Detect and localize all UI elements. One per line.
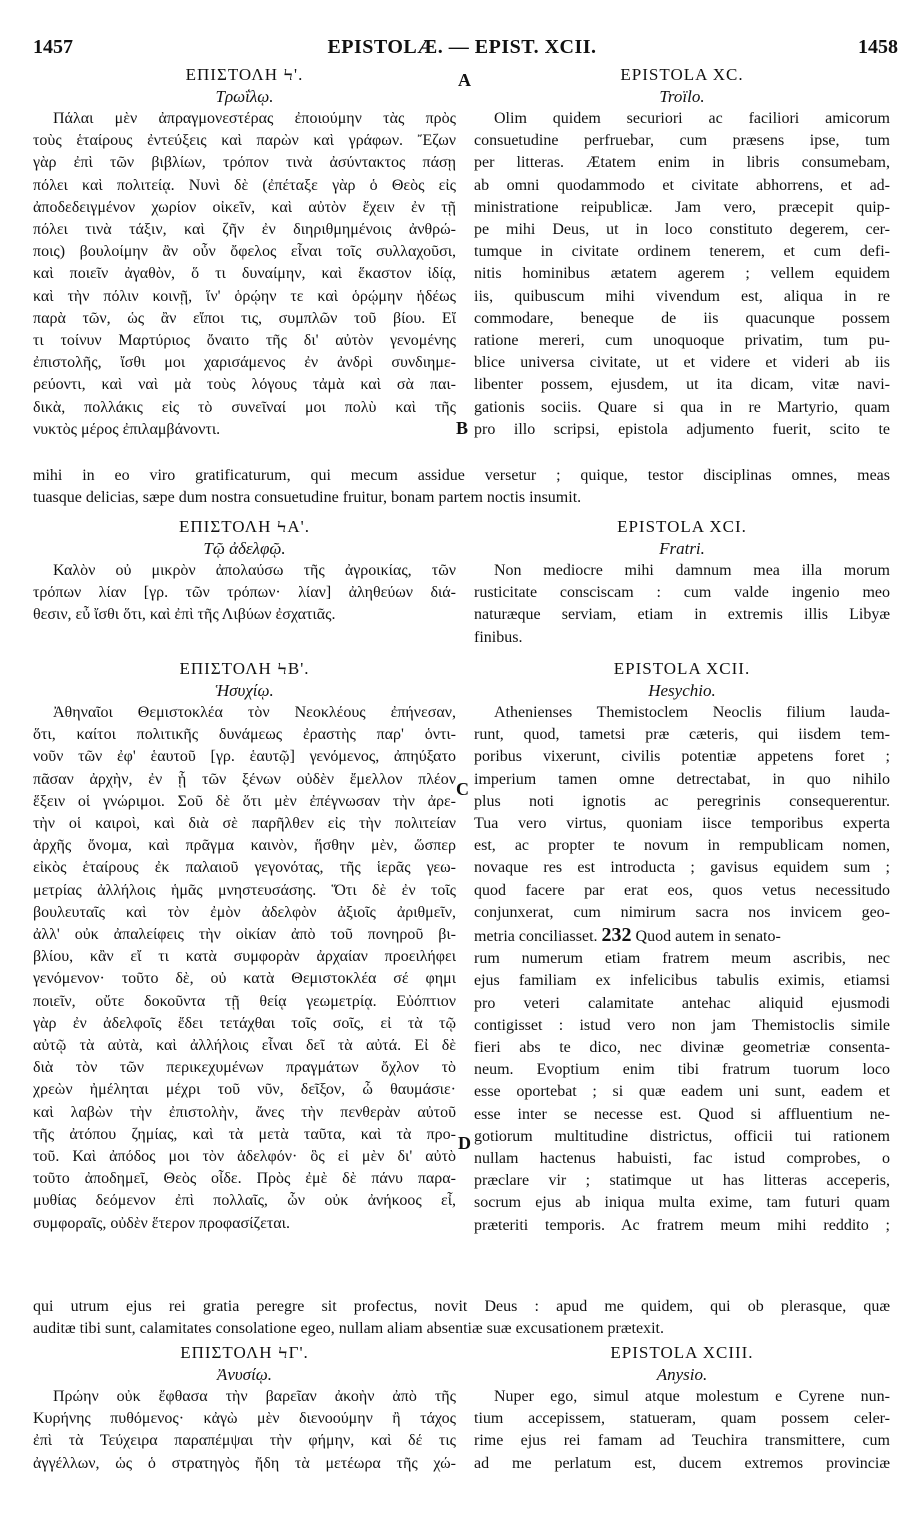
text-line: runt, quod, tametsi præ cæteris, qui iisdem tem-: [474, 726, 890, 744]
text-line: ab omni quodammodo et civitate abhorrens, et ad-: [474, 176, 890, 194]
text-line: esse inter se necesse est. Quod si affluentium ne-: [474, 1105, 890, 1123]
text-line: poribus vixerunt, civilis potentiæ appetens foret ;: [474, 748, 890, 766]
greek-addressee-90: Τρωΐλῳ.: [215, 87, 274, 106]
text-line: iis, quibuscum mihi vivendum est, aliqua in re: [474, 287, 890, 305]
latin-addressee-93: Anysio.: [656, 1365, 708, 1384]
text-line: χρεὼν ἠμέληται μέχρι τοῦ νῦν, δεῖξον, ὦ θαυμάσιε·: [33, 1081, 456, 1099]
text-line: βλίου, κἂν εἴ τι κατὰ συμφορὰν ἀρχαίαν προειλήφει: [33, 948, 456, 966]
text-fragment: metria conciliasset.: [474, 928, 598, 946]
spanning-text-90: [33, 465, 890, 509]
text-line: ad me perlatum est, ducem extremos provinciæ: [474, 1454, 890, 1472]
greek-title-92: ΕΠΙΣΤΟΛΗ ϞΒ'.: [179, 659, 310, 678]
text-line: imperium tamen omne detrectabat, in quo nihilo: [474, 770, 890, 788]
text-line: ἀλλ' οὐκ ἀπαλείφεις τὴν οἰκίαν ἀπὸ τοῦ πονηροῦ βι-: [33, 926, 456, 944]
text-line: ποιεῖν, οὔτε δοκοῦντα τῇ θείᾳ γεωμετρίᾳ. Εὐόπτιον: [33, 992, 456, 1010]
text-line: πᾶσαν ἀρχὴν, ἐν ᾗ τῶν ξένων οὐδὲν ἔμελλον πλέον: [33, 770, 456, 788]
latin-letter-90: [474, 64, 890, 441]
latin-addressee-91: Fratri.: [659, 539, 705, 558]
text-line: blice universa civitate, ut et videre et videri ab iis: [474, 354, 890, 372]
text-line: novaque res est introducta ; gavisus equidem sum ;: [474, 859, 890, 877]
latin-letter-91: [474, 516, 890, 649]
greek-letter-93: [33, 1342, 456, 1475]
text-line: esse oportebat ; si quæ eadem uni sunt, eadem et: [474, 1083, 890, 1101]
latin-title-92: EPISTOLA XCII.: [613, 659, 751, 678]
running-head: EPISTOLÆ. — EPIST. XCII.: [327, 36, 597, 58]
text-line: pro illo scripsi, epistola adjumento fuerit, scito te: [474, 420, 890, 438]
latin-addressee-90: Troïlo.: [659, 87, 705, 106]
text-line: Κυρήνης πυθόμενος· κἀγὼ μὲν διενοούμην ἢ τάχος: [33, 1410, 456, 1428]
text-line: per litteras. Ætatem enim in libris consumebam,: [474, 154, 890, 172]
text-line: τοῦ. Καὶ ἀπόδος μοι τὸν ἀδελφόν· ὃς εἰ μὲν δι' αὐτὸ: [33, 1148, 456, 1166]
text-line: naturæque serviam, etiam in extremis illis Libyæ: [474, 606, 890, 624]
text-line: εἰκὸς ἑταίρους ἐκ παλαιοῦ γεγονότας, τῆς ἱερᾶς γεω-: [33, 859, 456, 877]
text-line: auditæ tibi sunt, calamitates consolatione egeo, nullam aliam absentiæ suæ excusationem prætexit.: [33, 1320, 664, 1338]
text-line: τι τοίνυν Μαρτύριος ὄναιτο τῆς δι' αὐτὸν γενομένης: [33, 332, 456, 350]
text-line: διὰ τὸν τῶν περικεχυμένων πραγμάτων ὄχλον τὸ: [33, 1059, 456, 1077]
text-line: rusticitate consciscam : cum valde ingenio meo: [474, 584, 890, 602]
text-line: tium accepissem, statueram, quam possem celer-: [474, 1410, 890, 1428]
text-line: Πάλαι μὲν ἀπραγμονεστέρας ἐποιούμην τὰς πρὸς: [53, 110, 456, 127]
text-line: libenter possem, ejusdem, ut ita dicam, vitæ navi-: [474, 376, 890, 394]
text-line: ὅτι, καίτοι πολιτικῆς δυνάμεως ἐραστὴς παρ' ὁντι-: [33, 726, 456, 744]
column-number: 232: [601, 924, 632, 947]
greek-letter-91: [33, 516, 456, 627]
text-line: qui utrum ejus rei gratia peregre sit profectus, novit Deus : apud me quidem, qui ob plerasque, quæ: [33, 1298, 890, 1315]
text-line: consuetudine perfruebar, cum præsens ipse, tum: [474, 132, 890, 150]
text-line: præclare vir ; statimque ut has litteras acceperis,: [474, 1172, 890, 1190]
text-line: Athenienses Themistoclem Neoclis filium lauda-: [494, 704, 890, 721]
margin-mark-a: A: [458, 70, 471, 90]
text-line: nullam hactenus habuisti, fac istud comprobes, o: [474, 1150, 890, 1168]
text-line: πόλει τινὰ τάξιν, καὶ ζῆν ἐν διηριθμημένοις ἀνθρώ-: [33, 221, 456, 239]
text-line: τῆς ἀτόπου ζημίας, καὶ τὰ μετὰ ταῦτα, καὶ τὰ προ-: [33, 1125, 456, 1143]
text-line: plus noti ignotis ac peregrinis consequerentur.: [474, 792, 890, 810]
text-line: καὶ τὴν πόλιν κοινῇ, ἵν' ὁρῴην τε καὶ ὁρῴμην ἡδέως: [33, 287, 456, 305]
text-line: quod facere par erat eos, quos vetus necessitudo: [474, 881, 890, 899]
text-line: pro veteri calamitate antehac aliquid ejusmodi: [474, 994, 890, 1012]
margin-mark-b: B: [456, 418, 469, 438]
text-line: socrum ejus ab iniqua multa exime, tam futuri quam: [474, 1194, 890, 1212]
latin-title-90: EPISTOLA XC.: [620, 65, 744, 84]
text-line: ministratione reipublicæ. Jam vero, præcepit quip-: [474, 198, 890, 216]
latin-title-93: EPISTOLA XCIII.: [610, 1343, 754, 1362]
latin-title-91: EPISTOLA XCI.: [617, 517, 747, 536]
text-line: commodare, beneque de iis quacunque possem: [474, 309, 890, 327]
text-line: γὰρ ἐν ἀδελφοῖς ἔδει τετάχθαι τοῖς σοῖς, εἰ τὰ τῷ: [33, 1014, 456, 1032]
text-line: γὰρ ἐπὶ τῶν βιβλίων, τρόπον τινὰ ἀσύντακτος πάσῃ: [33, 154, 456, 172]
text-line: καὶ ποιεῖν ἀγαθὸν, ὅ τι δυναίμην, καὶ ἕκαστον ἰδίᾳ,: [33, 265, 456, 283]
text-line: Tua vero virtus, quoniam iisce temporibus experta: [474, 815, 890, 833]
text-line: ποις) βουλοίμην ἂν οὖν ὄφελος εἶναι τοῖς συλλαχοῦσι,: [33, 243, 456, 261]
latin-addressee-92: Hesychio.: [648, 681, 716, 700]
text-line: ἀποδεδειγμένον χωρίον οἰκεῖν, καὶ αὐτὸν ἔχειν ἐν τῇ: [33, 198, 456, 216]
text-line: Ἀθηναῖοι Θεμιστοκλέα τὸν Νεοκλέους ἐπήνεσαν,: [53, 704, 456, 721]
text-fragment: Quod autem in senato-: [635, 928, 781, 946]
page-number-right: 1458: [858, 36, 898, 58]
text-line: ρεύοντι, καὶ ναὶ μὰ τοὺς λόγους τἀμὰ καὶ σὰ παι-: [33, 376, 456, 394]
text-line: fieri abs te dico, nec divinæ geometriæ consenta-: [474, 1039, 890, 1057]
text-line: tumque in civitate ordinem tenerem, et cum defi-: [474, 243, 890, 261]
latin-text-90: [474, 108, 890, 441]
text-line: præteriti temporis. Ac fratrem meum mihi reddito ;: [474, 1216, 890, 1234]
text-line: Non mediocre mihi damnum mea illa morum: [494, 562, 890, 579]
latin-letter-93: [474, 1342, 890, 1475]
greek-addressee-91: Τῷ ἀδελφῷ.: [203, 539, 286, 558]
text-line: τοῦτο ἀποδημεῖ, Θεὸς οἶδε. Πρὸς ἐμὲ δὲ πάνυ παρα-: [33, 1170, 456, 1188]
latin-letter-92: [474, 658, 890, 1237]
text-line: gotiorum multitudine districtus, officii tui rationem: [474, 1127, 890, 1145]
text-line: ἀρχῆς ὄνομα, καὶ πρᾶγμα καινὸν, ἥσθην μὲν, ὥσπερ: [33, 837, 456, 855]
text-line: βουλευταῖς καὶ τὸν ἐμὸν ἀδελφὸν ἀξιοῖς ἀριθμεῖν,: [33, 903, 456, 921]
text-line: rime ejus rei famam ad Teuchira transmittere, cum: [474, 1432, 890, 1450]
text-line: θεσιν, εὖ ἴσθι ὅτι, καὶ ἐπὶ τῆς Λιβύων ἐσχατιᾶς.: [33, 606, 336, 624]
text-line: pe mihi Deus, ut in loco constituto degerem, cer-: [474, 221, 890, 239]
text-line: finibus.: [474, 628, 523, 646]
text-line: neum. Evoptium enim tibi fratrum tuorum loco: [474, 1061, 890, 1079]
text-line: ἕξειν οἱ γνώριμοι. Σοῦ δὲ ὅτι μὲν ἐπέγνωσαν τὴν ἀρε-: [33, 792, 456, 810]
greek-title-91: ΕΠΙΣΤΟΛΗ ϞΑ'.: [179, 517, 310, 536]
text-line: contigisset : istud vero non jam Themistoclis simile: [474, 1016, 890, 1034]
greek-title-93: ΕΠΙΣΤΟΛΗ ϞΓ'.: [180, 1343, 309, 1362]
text-line: πόλει καὶ πολιτείᾳ. Νυνὶ δὲ (ἐπέταξε γὰρ ὁ Θεὸς εἰς: [33, 176, 456, 194]
page-number-left: 1457: [33, 36, 73, 58]
text-line: ἐπιστολῆς, ἴσθι μοι χαρισάμενος ἐν ἀνδρὶ συνδιημε-: [33, 354, 456, 372]
text-line: νυκτὸς μέρος ἐπιλαμβάνοντι.: [33, 420, 221, 438]
spanning-text-92: [33, 1296, 890, 1340]
text-line: ἐπὶ τὰ Τεύχειρα παραπέμψαι τὴν φήμην, καὶ δέ τις: [33, 1432, 456, 1450]
text-line: γενόμενον· τοῦτο δὲ, οὐ κατὰ Θεμιστοκλέα σέ φημι: [33, 970, 456, 988]
text-line: est, ac propter te novum in rempublicam nomen,: [474, 837, 890, 855]
text-line: δικὰ, πολλάκις εἰς τὸ συνεῖναί μοι πολὺ καὶ τῆς: [33, 398, 456, 416]
greek-title-90: ΕΠΙΣΤΟΛΗ Ϟ'.: [185, 65, 304, 84]
text-line: τρόπων λίαν [γρ. τῶν τρόπων· λίαν] ἀληθεύων διά-: [33, 584, 456, 602]
text-line: μυθίας δεόμενον ἐπὶ πολλαῖς, ὧν οὐκ ἀνήκοος εἶ,: [33, 1192, 456, 1210]
text-line: nitis hominibus ætatem agerem ; vellem equidem: [474, 265, 890, 283]
greek-letter-90: [33, 64, 456, 441]
text-line: ejus familiam ex infelicibus tabulis eximis, etiamsi: [474, 972, 890, 990]
text-line: παρὰ τῶν, ὡς ἂν εἴποι τις, συμπλῶν τοῦ βίου. Εἴ: [33, 309, 456, 327]
greek-addressee-92: Ἡσυχίῳ.: [215, 681, 274, 700]
text-line: Olim quidem securiori ac faciliori amicorum: [494, 110, 890, 127]
greek-letter-92: [33, 658, 456, 1235]
text-line: mihi in eo viro gratificaturum, qui mecum assidue versetur ; quique, testor disciplinas omnes, meas: [33, 467, 890, 484]
margin-mark-c: C: [456, 779, 469, 799]
text-line: Καλὸν οὐ μικρὸν ἀπολαύσω τῆς ἀγροικίας, τῶν: [53, 562, 456, 579]
text-line: αὐτῷ τὰ αὐτὰ, καὶ ἀλλήλοις εἶναι δεῖ τὰ αὐτά. Εἰ δὲ: [33, 1037, 456, 1055]
text-line: Πρώην οὐκ ἔφθασα τὴν βαρεῖαν ἀκοὴν ἀπὸ τῆς: [53, 1388, 456, 1405]
text-line: conjunxerat, cum nimirum sacra nos invicem geo-: [474, 903, 890, 921]
text-line: [474, 924, 890, 948]
text-line: καὶ λαβὼν τὴν ἐπιστολὴν, ἄνες τὴν πενθερὰν αὐτοῦ: [33, 1103, 456, 1121]
greek-text-90: [33, 108, 456, 441]
text-line: τὴν οἱ καιροὶ, καὶ διὰ σὲ παρῆλθεν εἰς τὴν πολιτείαν: [33, 815, 456, 833]
text-line: ratione mereri, cum unoquoque privatim, tum pu-: [474, 332, 890, 350]
text-line: gationis sociis. Quare si qua in re Martyrio, quam: [474, 398, 890, 416]
text-line: ἀγγέλλων, ὡς ὁ στρατηγὸς ἤδη τὰ μετέωρα τῆς χώ-: [33, 1454, 456, 1472]
text-line: νοῦν τῶν ἐφ' ἑαυτοῦ [γρ. ἑαυτῷ] γενόμενος, ἀπηύξατο: [33, 748, 456, 766]
text-line: rum numerum etiam fratrem meum ascribis, nec: [474, 950, 890, 968]
text-line: μετρίας ἀλλήλοις ἡμᾶς μνηστευσάσης. Ὅτι δὲ ἐν τοῖς: [33, 881, 456, 899]
text-line: τοὺς ἑταίρους ἐντεύξεις καὶ παρὼν καὶ γράφων. Ἔζων: [33, 132, 456, 150]
text-line: Nuper ego, simul atque molestum e Cyrene nun-: [494, 1388, 890, 1405]
text-line: tuasque delicias, sæpe dum nostra consuetudine fruitur, bonam partem noctis insumit.: [33, 489, 582, 507]
margin-mark-d: D: [458, 1133, 471, 1153]
greek-addressee-93: Ἀνυσίῳ.: [216, 1365, 273, 1384]
text-line: συμφοραῖς, οὐδὲν ἕτερον προφασίζεται.: [33, 1214, 290, 1232]
